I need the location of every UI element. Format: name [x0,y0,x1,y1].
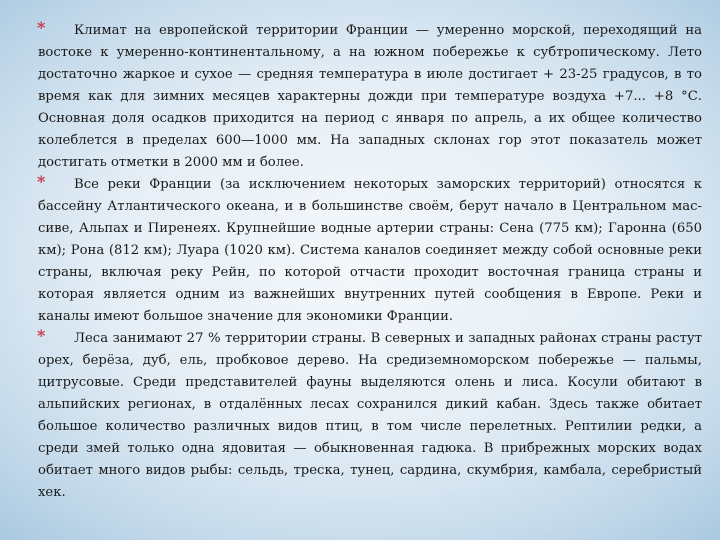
bullet-icon: * [37,326,46,345]
paragraph-text: Климат на европейской территории Франции — умеренно морской, переходящий на востоке к умеренно-континентальному, а на южном побережье к субтропическому. Лето достаточно жаркое и сухое — средняя температура в июле достигает + 23-25 градусов, в то время как для зимних месяцев характерны дожди при температуре воздуха +7... +8 °С. Основная доля осадков приходится на период с января по апрель, а их общее количество колеблется в пределах 600—1000 мм. На западных склонах гор этот показатель может достигать отметки в 2000 мм и более. [38,23,702,170]
paragraph-climate [38,20,702,174]
paragraph-text: Все реки Франции (за исключением некоторых заморских территорий) относятся к бассейну Атлантического океана, и в большинстве своём, берут начало в Центральном мас-сиве, Альпах и Пиренеях. Крупнейшие водные артерии страны: Сена (775 км); Гаронна (650 км); Рона (812 км); Луара (1020 км). Система каналов соединяет между собой основные реки страны, включая реку Рейн, по которой отчасти проходит восточная граница страны и которая является одним из важнейших внутренних путей сообщения в Европе. Реки и каналы имеют большое значение для экономики Франции. [38,177,702,324]
paragraph-rivers [38,174,702,328]
bullet-icon: * [37,18,46,37]
slide-content [38,20,702,504]
paragraph-forests [38,328,702,504]
bullet-icon: * [37,172,46,191]
paragraph-text: Леса занимают 27 % территории страны. В северных и западных районах страны растут орех, берёза, дуб, ель, пробковое дерево. На средиземноморском побережье — пальмы, цитрусовые. Среди представителей фауны выделяются олень и лиса. Косули обитают в альпийских регионах, в отдалённых лесах сохранился дикий кабан. Здесь также обитает большое количество различных видов птиц, в том числе перелетных. Рептилии редки, а среди змей только одна ядовитая — обыкновенная гадюка. В прибрежных морских водах обитает много видов рыбы: сельдь, треска, тунец, сардина, скумбрия, камбала, серебристый хек. [38,331,702,500]
